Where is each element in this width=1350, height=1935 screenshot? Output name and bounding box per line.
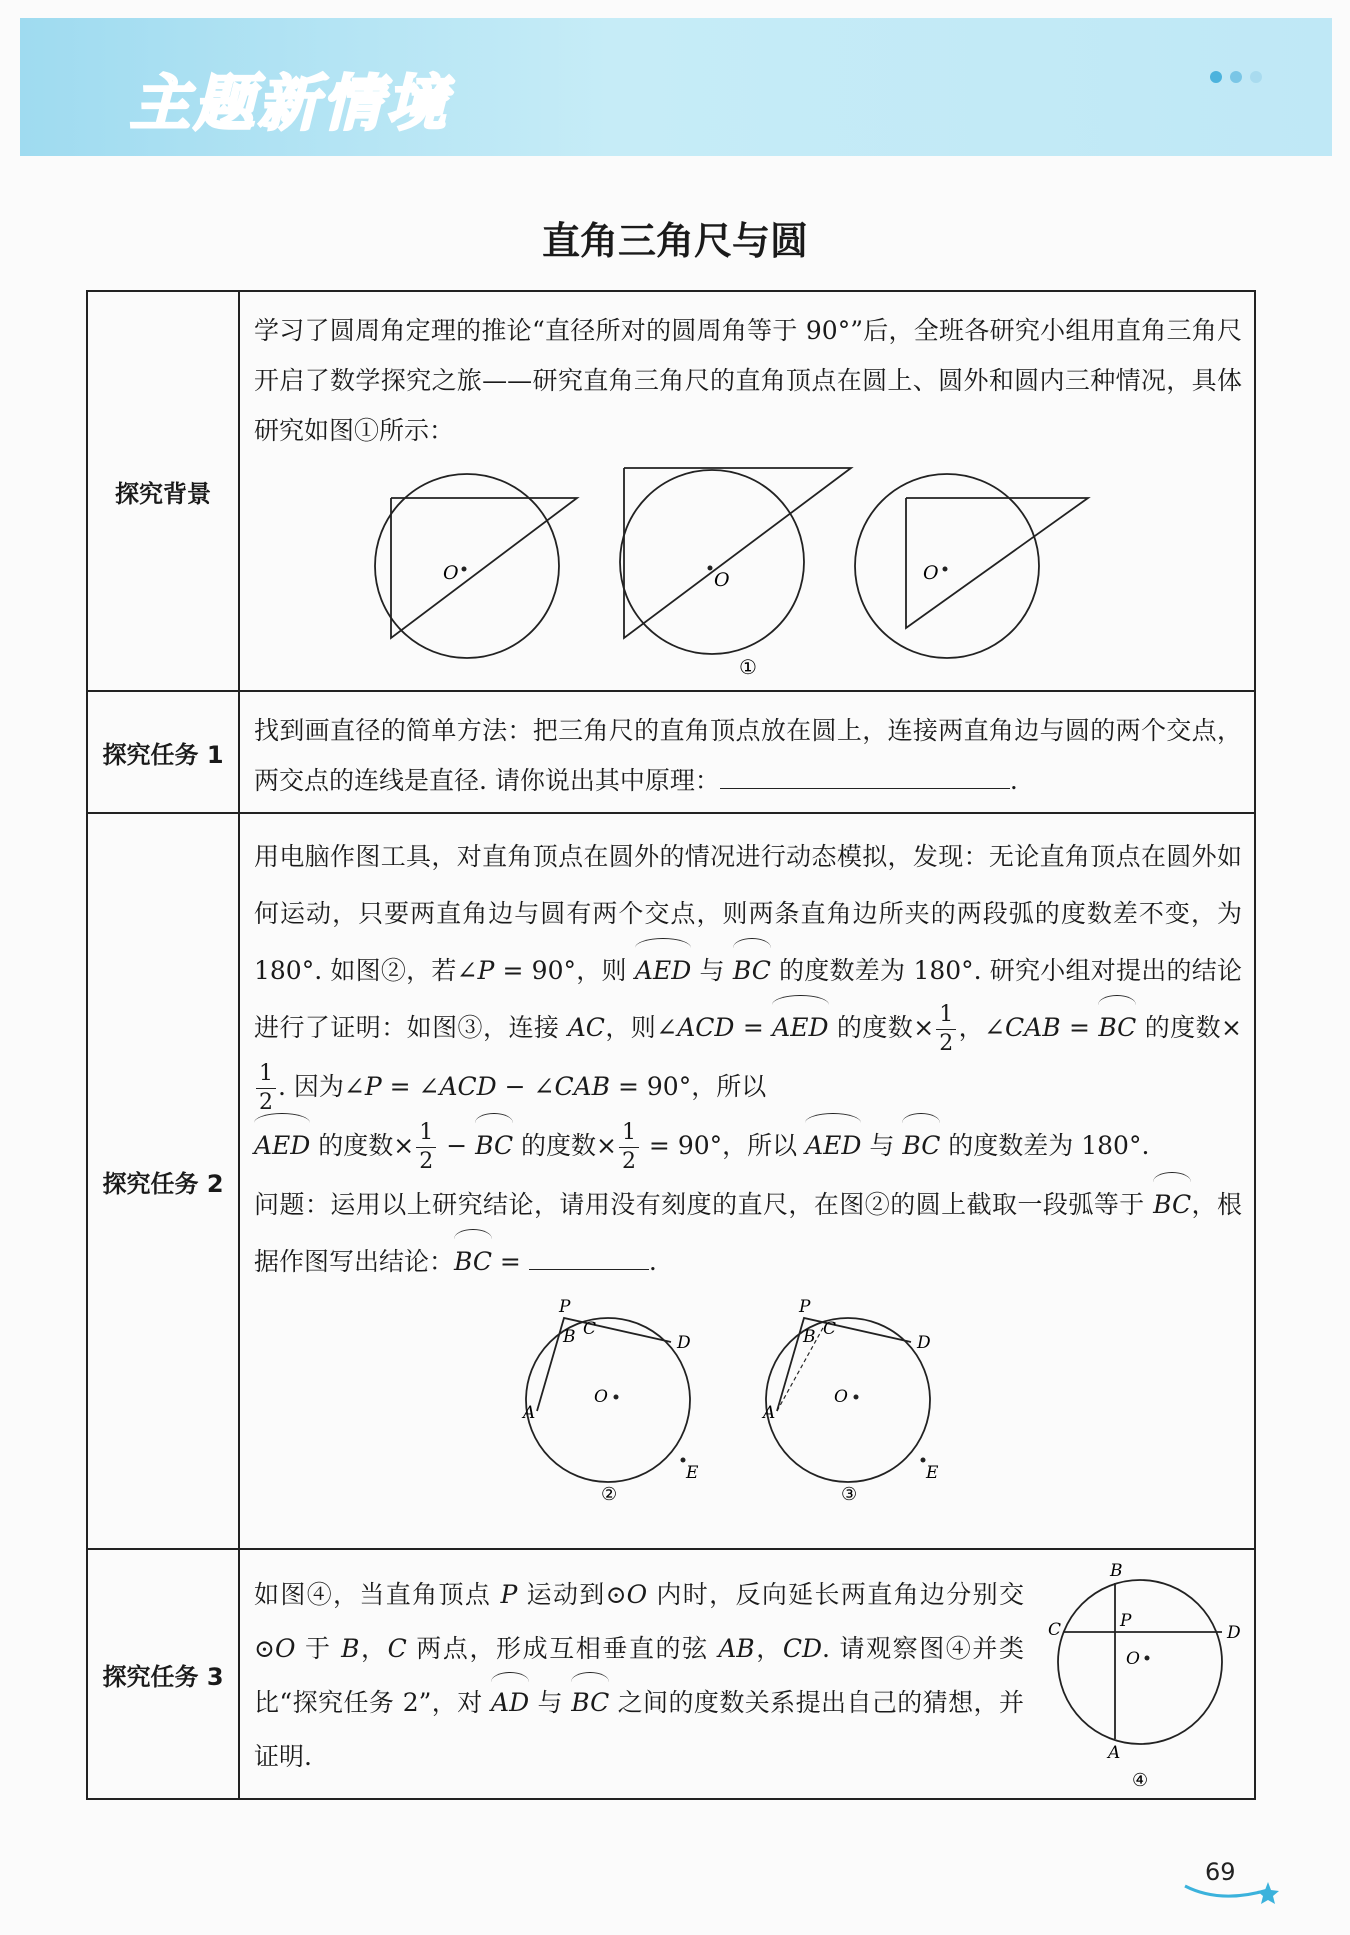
- fraction-half: $\frac{1}{2}$: [416, 1119, 436, 1176]
- svg-text:D: D: [1227, 1623, 1241, 1643]
- figure-4: [1030, 1554, 1250, 1794]
- row-content: [239, 813, 1255, 1549]
- svg-text:A: A: [523, 1403, 536, 1423]
- figure-3: [761, 1297, 939, 1505]
- svg-text:B: B: [1110, 1561, 1123, 1581]
- row-content: [239, 291, 1255, 691]
- fraction-half: $\frac{1}{2}$: [619, 1119, 639, 1176]
- center-label: O: [714, 569, 730, 591]
- task2-text: 用电脑作图工具，对直角顶点在圆外的情况进行动态模拟，发现：无论直角顶点在圆外如何运动，只要两直角边与圆有两个交点，则两条直角边所夹的两段弧的度数差不变，为 180°. 如图②，若∠P = 90°，则 AED 与 BC 的度数差为 180°. 研究小组对提出的结论进行了证明：如图③，连接 AC，则∠ACD = AED 的度数× $\frac{1}{2}$ ，∠CAB = BC 的度数× $\frac{1}{2}$ . 因为∠P = ∠ACD − ∠CAB = 90°，所以 AED 的度数× $\frac{1}{2}$ − BC 的度数× $\frac{1}{2}$ = 90°，所以 AED 与 BC 的度数差为 180°. 问题：运用以上研究结论，请用没有刻度的直尺，在图②的圆上截取一段弧等于 BC，根据作图写出结论：BC = .: [240, 814, 1254, 1296]
- header-banner: [20, 18, 1332, 156]
- figure-2-3: [487, 1296, 1007, 1506]
- background-text: 学习了圆周角定理的推论“直径所对的圆周角等于 90°”后，全班各研究小组用直角三角尺开启了数学探究之旅——研究直角三角尺的直角顶点在圆上、圆外和圆内三种情况，具体研究如图①所示：: [254, 316, 1242, 445]
- page-number: 69: [1205, 1858, 1236, 1886]
- svg-text:C: C: [823, 1319, 837, 1339]
- svg-text:D: D: [917, 1333, 931, 1353]
- svg-text:O: O: [834, 1387, 848, 1407]
- page-title: 直角三角尺与圆: [541, 218, 808, 263]
- banner-title: 主题新情境: [130, 69, 450, 139]
- answer-blank[interactable]: [529, 1239, 649, 1270]
- svg-text:E: E: [686, 1463, 699, 1483]
- task1-text: 找到画直径的简单方法：把三角尺的直角顶点放在圆上，连接两直角边与圆的两个交点，两交点的连线是直径. 请你说出其中原理： .: [254, 716, 1242, 795]
- row-label: 探究任务 1: [87, 691, 239, 813]
- svg-text:P: P: [1120, 1611, 1132, 1631]
- fraction-half: $\frac{1}{2}$: [936, 1001, 956, 1058]
- dot-icon: [1210, 71, 1222, 83]
- center-label: O: [923, 562, 939, 584]
- svg-text:③: ③: [841, 1484, 858, 1505]
- dot-icon: [1230, 71, 1242, 83]
- figure-1: [367, 462, 1127, 682]
- svg-text:P: P: [799, 1297, 811, 1317]
- svg-text:A: A: [763, 1403, 776, 1423]
- banner-dots: [1202, 68, 1262, 87]
- svg-text:D: D: [677, 1333, 691, 1353]
- figure-2: [521, 1297, 699, 1505]
- svg-text:A: A: [1108, 1743, 1121, 1763]
- row-task3: [87, 1549, 1255, 1799]
- task3-text: 如图④，当直角顶点 P 运动到⊙O 内时，反向延长两直角边分别交⊙O 于 B，C 两点，形成互相垂直的弦 AB，CD. 请观察图④并类比“探究任务 2”，对 AD 与 BC 之间的度数关系提出自己的猜想，并证明.: [254, 1580, 1024, 1771]
- row-task1: [87, 691, 1255, 813]
- row-label: 探究背景: [87, 291, 239, 691]
- row-label: 探究任务 2: [87, 813, 239, 1549]
- row-background: [87, 291, 1255, 691]
- svg-text:E: E: [926, 1463, 939, 1483]
- svg-text:B: B: [563, 1327, 576, 1347]
- svg-text:O: O: [594, 1387, 608, 1407]
- svg-text:O: O: [1126, 1649, 1140, 1669]
- answer-blank[interactable]: [720, 758, 1010, 789]
- row-label: 探究任务 3: [87, 1549, 239, 1799]
- svg-text:C: C: [583, 1319, 597, 1339]
- svg-text:B: B: [803, 1327, 816, 1347]
- fraction-half: $\frac{1}{2}$: [256, 1060, 276, 1117]
- row-task2: [87, 813, 1255, 1549]
- svg-text:C: C: [1048, 1620, 1062, 1640]
- exploration-table: [86, 290, 1256, 1800]
- center-label: O: [443, 562, 459, 584]
- row-content: [239, 1549, 1255, 1799]
- dot-icon: [1250, 71, 1262, 83]
- svg-text:④: ④: [1132, 1770, 1149, 1791]
- svg-text:②: ②: [601, 1484, 618, 1505]
- figure-label: ①: [739, 655, 757, 679]
- row-content: [239, 691, 1255, 813]
- svg-text:P: P: [559, 1297, 571, 1317]
